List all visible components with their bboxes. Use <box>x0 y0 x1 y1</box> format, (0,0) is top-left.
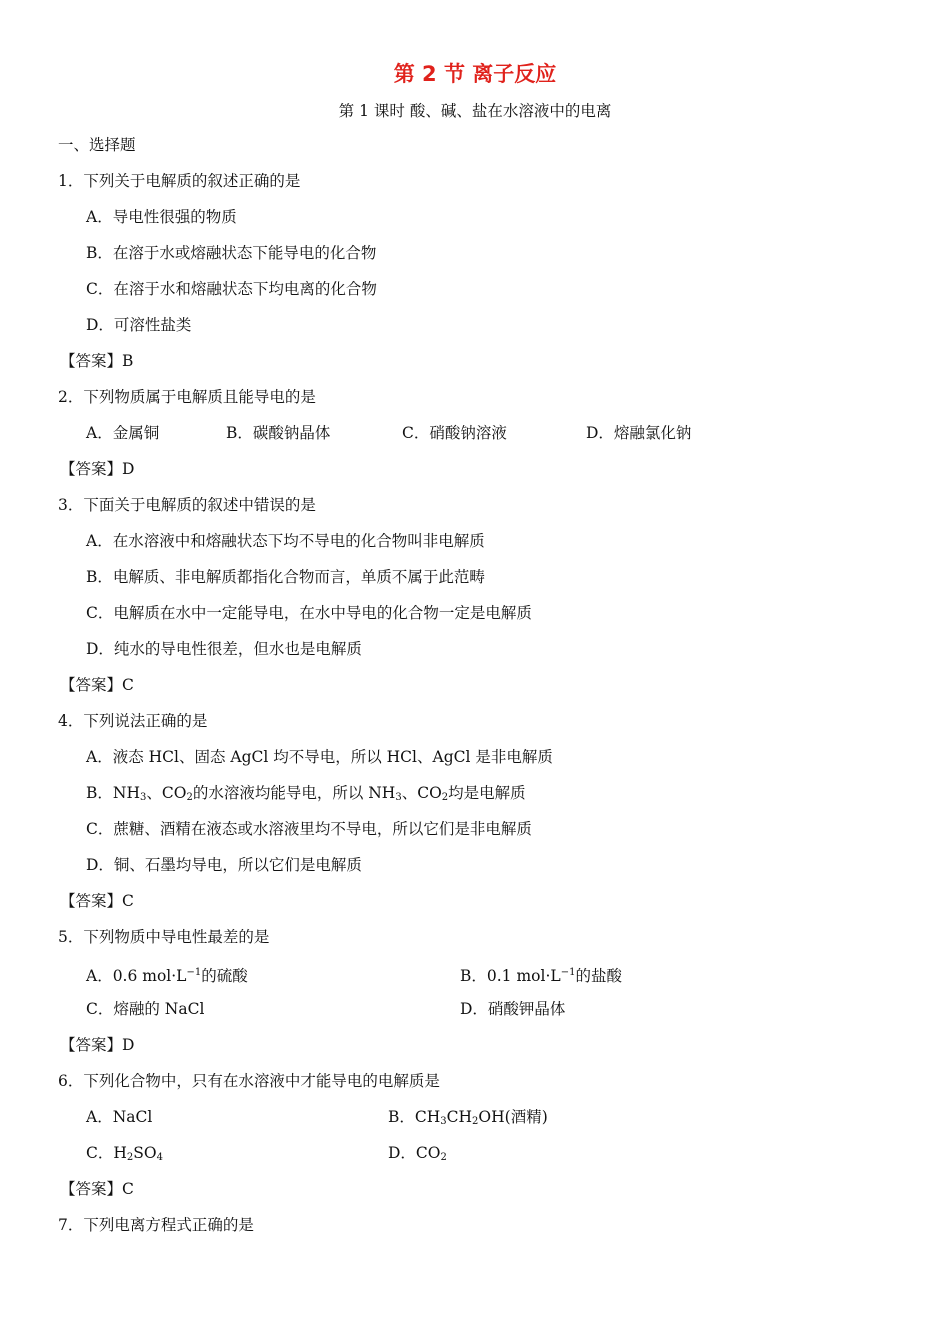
page-subtitle: 第 1 课时 酸、碱、盐在水溶液中的电离 <box>338 102 612 120</box>
option: C．硝酸钠溶液 <box>402 424 507 442</box>
question-stem: 4．下列说法正确的是 <box>58 712 208 730</box>
answer: 【答案】B <box>60 352 134 370</box>
option: D．纯水的导电性很差，但水也是电解质 <box>86 640 362 658</box>
answer: 【答案】C <box>60 1180 134 1198</box>
question-stem: 5．下列物质中导电性最差的是 <box>58 928 270 946</box>
option: C．熔融的 NaCl <box>86 1000 205 1018</box>
answer: 【答案】D <box>60 460 135 478</box>
option: B．碳酸钠晶体 <box>226 424 331 442</box>
option: C．电解质在水中一定能导电，在水中导电的化合物一定是电解质 <box>86 604 532 622</box>
question-stem: 3．下面关于电解质的叙述中错误的是 <box>58 496 316 514</box>
option: C．蔗糖、酒精在液态或水溶液里均不导电，所以它们是非电解质 <box>86 820 532 838</box>
option: B．0.1 $mol\cdot L^{-1}$的盐酸 <box>460 967 622 985</box>
question-stem: 6．下列化合物中，只有在水溶液中才能导电的电解质是 <box>58 1072 440 1090</box>
option: B．$CH_3CH_2OH$(酒精) <box>388 1108 548 1127</box>
question-stem: 7．下列电离方程式正确的是 <box>58 1216 254 1234</box>
option: A．导电性很强的物质 <box>86 208 237 226</box>
question-stem: 1．下列关于电解质的叙述正确的是 <box>58 172 301 190</box>
page-title: 第 2 节 离子反应 <box>393 62 557 86</box>
section-heading: 一、选择题 <box>58 136 136 154</box>
option: A．液态 HCl、固态 AgCl 均不导电，所以 HCl、AgCl 是非电解质 <box>86 748 553 766</box>
answer: 【答案】C <box>60 676 134 694</box>
option: B．在溶于水或熔融状态下能导电的化合物 <box>86 244 377 262</box>
option: D．铜、石墨均导电，所以它们是电解质 <box>86 856 362 874</box>
option: C．在溶于水和熔融状态下均电离的化合物 <box>86 280 377 298</box>
option: B．$NH_3$、$CO_2$的水溶液均能导电，所以 $NH_3$、$CO_2$均是电解质 <box>86 784 526 803</box>
option: D．$CO_2$ <box>388 1144 447 1163</box>
option: A．NaCl <box>86 1108 153 1126</box>
option: B．电解质、非电解质都指化合物而言，单质不属于此范畴 <box>86 568 485 586</box>
option: D．硝酸钾晶体 <box>460 1000 566 1018</box>
option: D．可溶性盐类 <box>86 316 192 334</box>
option: C．$H_2SO_4$ <box>86 1144 163 1163</box>
option: A．0.6 $mol\cdot L^{-1}$的硫酸 <box>86 967 248 985</box>
answer: 【答案】C <box>60 892 134 910</box>
question-stem: 2．下列物质属于电解质且能导电的是 <box>58 388 316 406</box>
option: A．金属铜 <box>86 424 160 442</box>
option: A．在水溶液中和熔融状态下均不导电的化合物叫非电解质 <box>86 532 485 550</box>
option: D．熔融氯化钠 <box>586 424 692 442</box>
answer: 【答案】D <box>60 1036 135 1054</box>
